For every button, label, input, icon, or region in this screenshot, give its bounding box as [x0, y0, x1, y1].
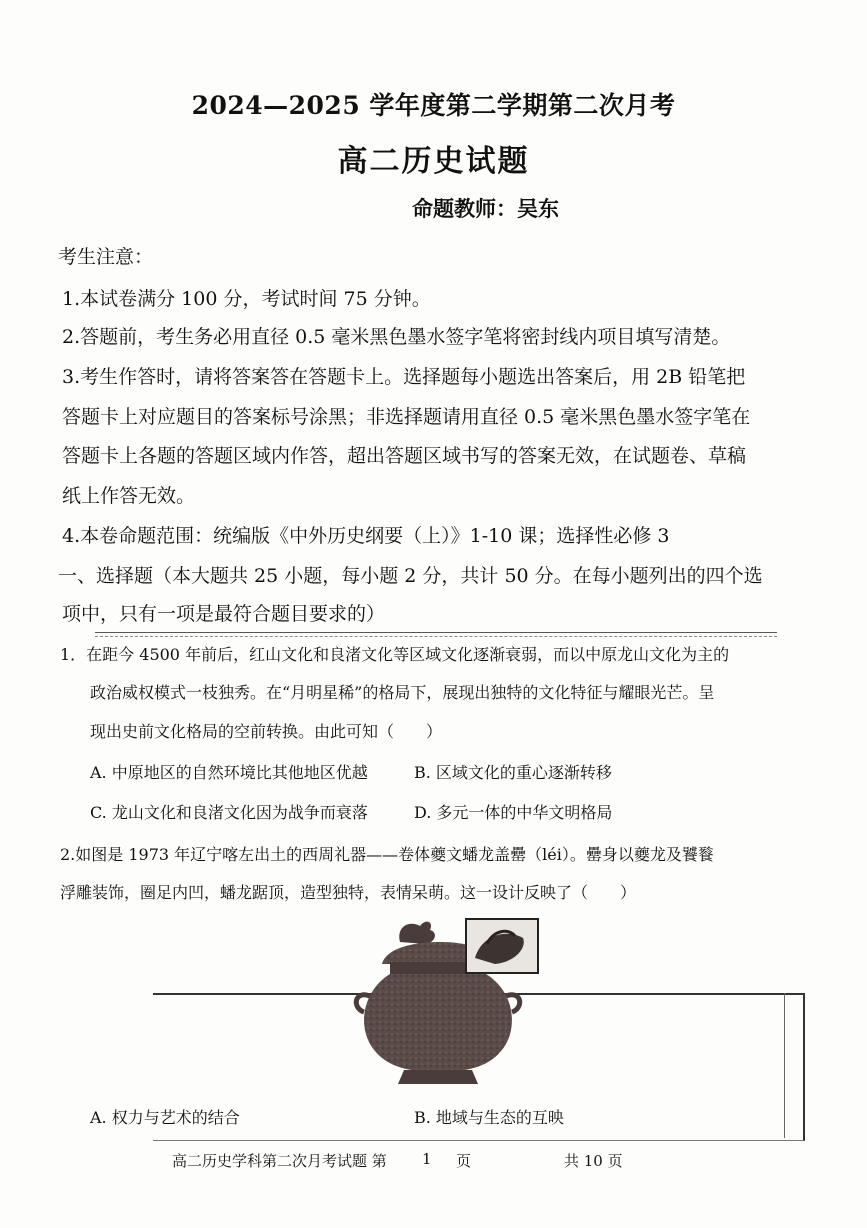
- notice-line-4: 答题卡上对应题目的答案标号涂黑；非选择题请用直径 0.5 毫米黑色墨水签字笔在: [62, 406, 751, 428]
- q1-stem-line-3: 现出史前文化格局的空前转换。由此可知（ ）: [90, 722, 443, 741]
- exam-title: 2024—2025 学年度第二学期第二次月考: [191, 91, 676, 120]
- dragon-detail-inset: [465, 918, 539, 974]
- notice-line-6: 纸上作答无效。: [62, 485, 196, 507]
- q2-option-b: B. 地域与生态的互映: [414, 1108, 564, 1127]
- footer-page-unit: 页: [456, 1152, 472, 1170]
- q1-option-c: C. 龙山文化和良渚文化因为战争而衰落: [90, 803, 368, 822]
- divider-line: [95, 632, 777, 633]
- subject-title: 高二历史试题: [337, 144, 530, 179]
- notice-heading: 考生注意：: [58, 246, 154, 268]
- q1-option-b: B. 区域文化的重心逐渐转移: [414, 763, 612, 782]
- notice-line-7: 4.本卷命题范围：统编版《中外历史纲要（上）》1-10 课；选择性必修 3: [62, 525, 670, 547]
- footer-total-pages: 共 10 页: [564, 1152, 623, 1170]
- divider-line-dashed: [95, 636, 777, 637]
- figure-frame-divider: [784, 993, 785, 1138]
- q1-stem-line-2: 政治威权模式一枝独秀。在“月明星稀”的格局下，展现出独特的文化特征与耀眼光芒。呈: [90, 683, 715, 702]
- notice-line-2: 2.答题前，考生务必用直径 0.5 毫米黑色墨水签字笔将密封线内项目填写清楚。: [62, 326, 731, 348]
- notice-line-1: 1.本试卷满分 100 分，考试时间 75 分钟。: [62, 288, 431, 310]
- q2-stem-line-2: 浮雕装饰，圈足内凹，蟠龙踞顶，造型独特，表情呆萌。这一设计反映了（ ）: [60, 883, 637, 902]
- q2-option-a: A. 权力与艺术的结合: [90, 1108, 240, 1127]
- q1-option-d: D. 多元一体的中华文明格局: [414, 803, 613, 822]
- footer-label: 高二历史学科第二次月考试题 第: [172, 1152, 387, 1170]
- notice-line-3: 3.考生作答时，请将答案答在答题卡上。选择题每小题选出答案后，用 2B 铅笔把: [62, 366, 746, 388]
- notice-line-5: 答题卡上各题的答题区域内作答，超出答题区域书写的答案无效，在试题卷、草稿: [62, 445, 747, 467]
- section-heading-1: 一、选择题（本大题共 25 小题，每小题 2 分，共计 50 分。在每小题列出的四个选: [58, 565, 763, 587]
- teacher-line: 命题教师：吴东: [412, 196, 559, 221]
- section-heading-2: 项中，只有一项是最符合题目要求的）: [62, 603, 386, 625]
- q1-stem-line-1: 1．在距今 4500 年前后，红山文化和良渚文化等区域文化逐渐衰弱，而以中原龙山文化为主的: [60, 645, 730, 664]
- footer-page-number: 1: [422, 1150, 432, 1168]
- q2-stem-line-1: 2.如图是 1973 年辽宁喀左出土的西周礼器——卷体夔文蟠龙盖罍（léi）。罍身以夔龙及饕餮: [60, 845, 714, 864]
- q1-option-a: A. 中原地区的自然环境比其他地区优越: [90, 763, 368, 782]
